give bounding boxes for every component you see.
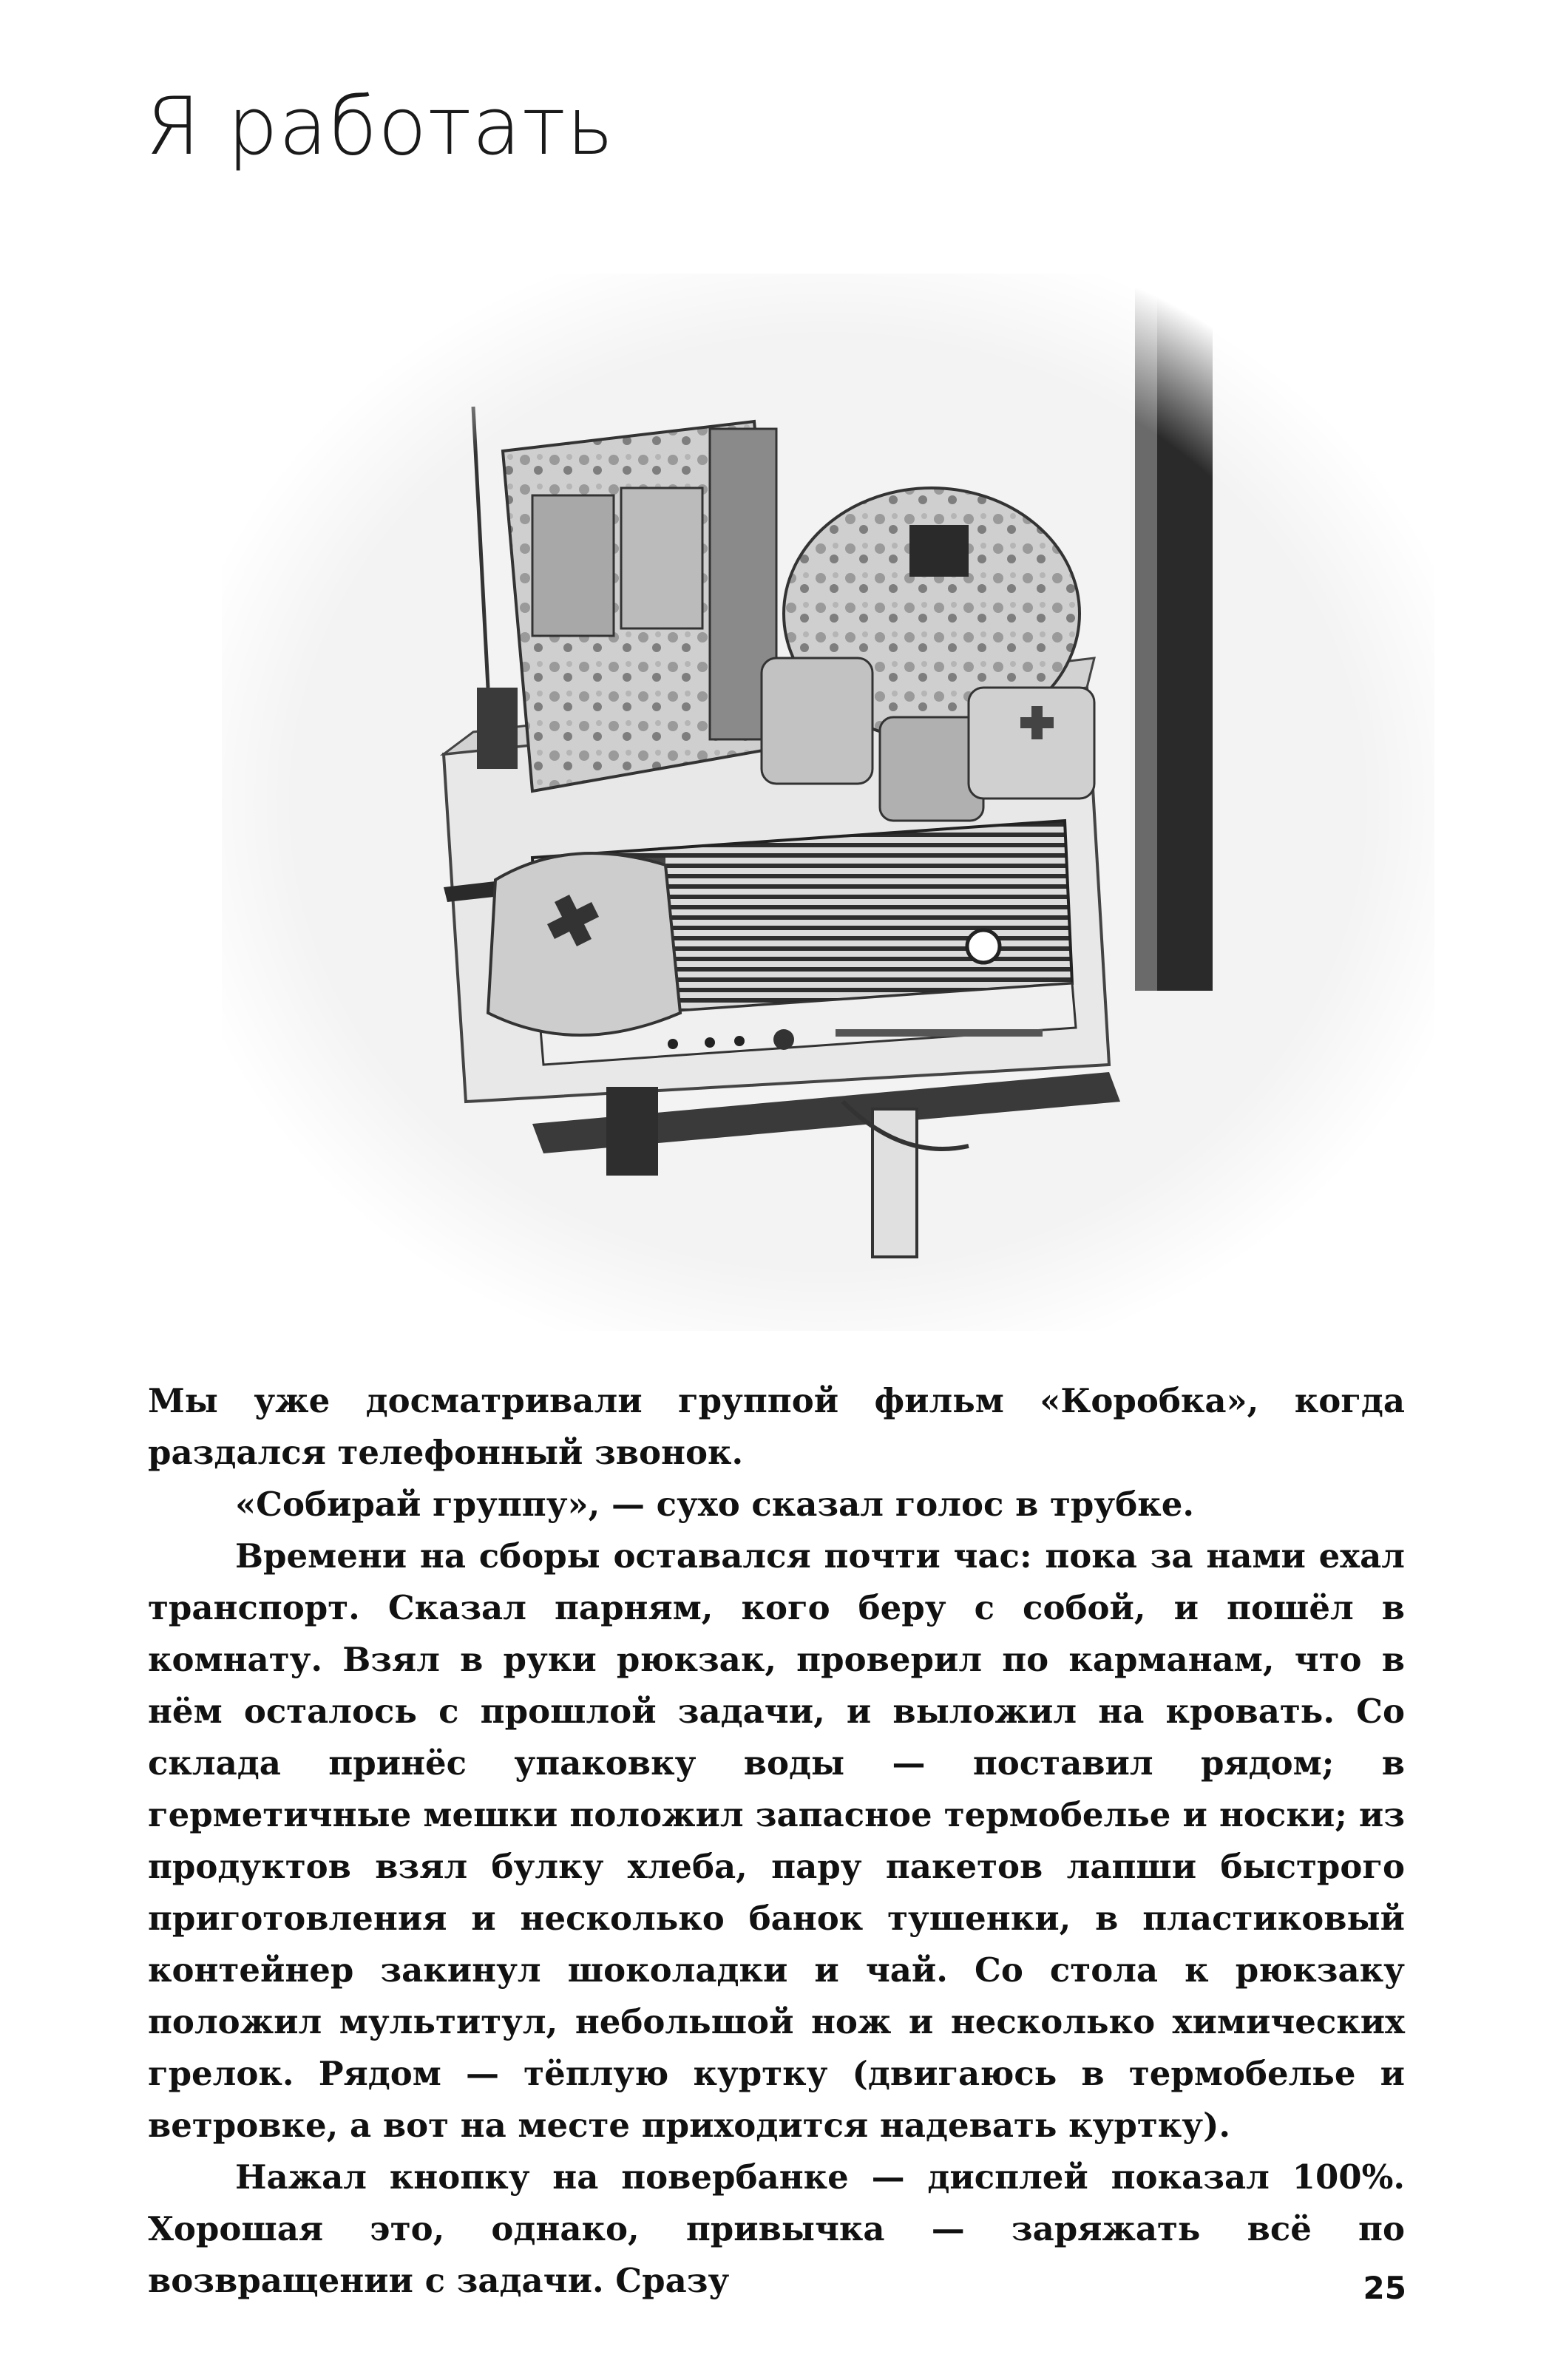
paragraph-4: Нажал кнопку на повербанке — дисплей показал 100%. Хорошая это, однако, привычка — заряжать всё по возвращении с задачи. Сразу <box>148 2157 1405 2300</box>
paragraph-3: Времени на сборы оставался почти час: пока за нами ехал транспорт. Сказал парням, кого беру с собой, и пошёл в комнату. Взял в руки рюкзак, проверил по карманам, что в нём осталось с прошлой задачи, и выложил на кровать. Со склада принёс упаковку воды — поставил рядом; в герметичные мешки положил запасное термобелье и носки; из продуктов взял булку хлеба, пару пакетов лапши быстрого приготовления и несколько банок тушенки, в пластиковый контейнер закинул шоколадки и чай. Со стола к рюкзаку положил мультитул, небольшой нож и несколько химических грелок. Рядом — тёплую куртку (двигаюсь в термобелье и ветровке, а вот на месте приходится надевать куртку). <box>148 1536 1405 2145</box>
page-number: 25 <box>1363 2270 1406 2306</box>
paragraph-1: Мы уже досматривали группой фильм «Коробка», когда раздался телефонный звонок. <box>148 1381 1405 1472</box>
gear-photo <box>222 274 1434 1331</box>
chapter-title: Я работать <box>145 81 614 173</box>
body-text <box>148 1375 1405 2307</box>
paragraph-2: «Собирай группу», — сухо сказал голос в трубке. <box>235 1485 1195 1524</box>
